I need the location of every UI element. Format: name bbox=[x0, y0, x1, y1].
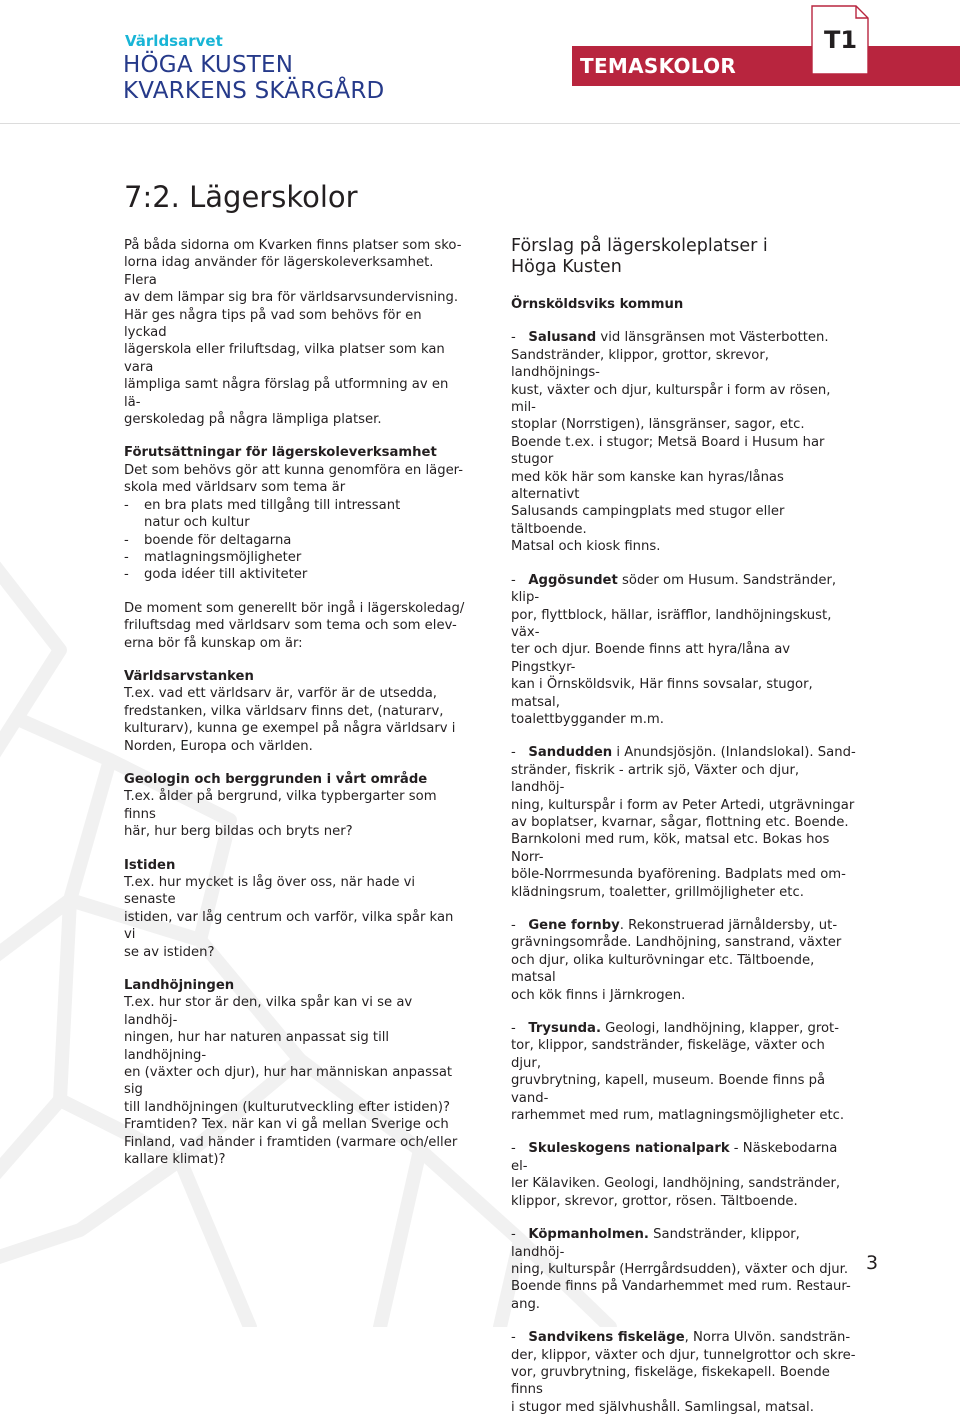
place-name: Salusand bbox=[528, 330, 597, 346]
section-line: se av istiden? bbox=[124, 944, 215, 960]
brand-title-line-2: KVARKENS SKÄRGÅRD bbox=[123, 78, 385, 104]
place-line: der, klippor, växter och djur, tunnelgrottor och skre- bbox=[511, 1347, 856, 1363]
place-name: Köpmanholmen. bbox=[528, 1227, 649, 1243]
intro-line: gerskoledag på några lämpliga platser. bbox=[124, 412, 382, 428]
place-line: med kök här som kanske kan hyras/lånas alternativt bbox=[511, 469, 784, 503]
section-line: T.ex. ålder på bergrund, vilka typbergarter som finns bbox=[124, 789, 437, 822]
place-line: Boende t.ex. i stugor; Metsä Board i Husum har stugor bbox=[511, 434, 825, 468]
page-number: 3 bbox=[866, 1252, 879, 1274]
place-entry-trysunda bbox=[511, 1020, 856, 1124]
place-line: av boplatser, kvarnar, sågar, flottning etc. Boende. bbox=[511, 814, 849, 830]
list-dash: - bbox=[511, 1330, 516, 1346]
list-item bbox=[124, 549, 467, 566]
place-name: Aggösundet bbox=[528, 572, 618, 588]
place-line: kust, växter och djur, kulturspår i form av rösen, mil- bbox=[511, 382, 831, 416]
place-line: och djur, olika kulturövningar etc. Tältboende, matsal bbox=[511, 952, 815, 986]
place-name: Trysunda. bbox=[528, 1021, 601, 1037]
place-first-line: Sandstränder, klippor, landhöj- bbox=[511, 1227, 800, 1260]
list-dash: - bbox=[511, 745, 516, 761]
list-dash: - bbox=[124, 532, 129, 548]
place-line: rarhemmet med rum, matlagningsmöjligheter etc. bbox=[511, 1108, 845, 1124]
place-line: Matsal och kiosk finns. bbox=[511, 539, 661, 555]
brand-world-heritage-label: Världsarvet bbox=[125, 32, 223, 50]
list-item bbox=[124, 566, 467, 583]
list-dash: - bbox=[511, 1021, 516, 1037]
moment-text-line: erna bör få kunskap om är: bbox=[124, 635, 303, 651]
section-line: Framtiden? Tex. när kan vi gå mellan Sverige och bbox=[124, 1117, 449, 1133]
place-name: Skuleskogens nationalpark bbox=[528, 1141, 730, 1157]
camp-suggestions-heading-line-2: Höga Kusten bbox=[511, 257, 622, 277]
left-column bbox=[124, 237, 467, 1169]
list-dash: - bbox=[511, 572, 516, 588]
section-line: en (växter och djur), hur har människan anpassat sig bbox=[124, 1065, 453, 1098]
section-heading-land-uplift: Landhöjningen bbox=[124, 978, 235, 994]
tab-code-label: T1 bbox=[824, 26, 858, 54]
moment-text-line: friluftsdag med världsarv som tema och som elev- bbox=[124, 618, 457, 634]
list-dash: - bbox=[511, 330, 516, 346]
place-first-line: - Näskebodarna el- bbox=[511, 1141, 838, 1174]
section-line: kallare klimat)? bbox=[124, 1152, 226, 1168]
intro-line: av dem lämpar sig bra för världsarvsundervisning. bbox=[124, 290, 459, 306]
page-title: 7:2. Lägerskolor bbox=[124, 180, 358, 214]
section-line: T.ex. hur mycket is låg över oss, när hade vi senaste bbox=[124, 875, 416, 908]
place-line: i stugor med självhushåll. Samlingsal, matsal. bbox=[511, 1399, 814, 1415]
place-line: Sandstränder, klippor, grottor, skrevor, landhöjnings- bbox=[511, 347, 769, 381]
place-name: Sandvikens fiskeläge bbox=[528, 1330, 685, 1346]
list-item-text: matlagningsmöjligheter bbox=[144, 549, 302, 565]
place-line: toalettbyggander m.m. bbox=[511, 711, 664, 727]
section-line: till landhöjningen (kulturutveckling efter istiden)? bbox=[124, 1099, 451, 1115]
moment-text-line: De moment som generellt bör ingå i lägerskoledag/ bbox=[124, 600, 465, 616]
section-line: T.ex. vad ett världsarv är, varför är de utsedda, bbox=[124, 686, 437, 702]
place-first-line: . Rekonstruerad järnåldersby, ut- bbox=[619, 918, 838, 933]
section-line: fredstanken, vilka världsarv finns det, (naturarv, bbox=[124, 703, 444, 719]
intro-line: lägerskola eller friluftsdag, vilka platser som kan vara bbox=[124, 342, 445, 375]
list-dash: - bbox=[124, 567, 129, 583]
place-name: Sandudden bbox=[528, 745, 613, 761]
list-item-text: en bra plats med tillgång till intressant bbox=[144, 497, 401, 513]
section-heading-world-heritage-idea: Världsarvstanken bbox=[124, 668, 254, 684]
place-line: ning, kulturspår (Herrgårdsudden), växter och djur. bbox=[511, 1261, 849, 1277]
section-line: T.ex. hur stor är den, vilka spår kan vi se av landhöj- bbox=[124, 995, 413, 1028]
section-line: Finland, vad händer i framtiden (varmare och/eller bbox=[124, 1134, 458, 1150]
place-first-line: vid länsgränsen mot Västerbotten. bbox=[596, 330, 829, 346]
section-line: kulturarv), kunna ge exempel på några världsarv i bbox=[124, 721, 456, 737]
place-entry-sandviken bbox=[511, 1329, 856, 1416]
camp-suggestions-heading bbox=[511, 236, 871, 278]
place-line: ang. bbox=[511, 1296, 541, 1312]
place-entry-skuleskogen bbox=[511, 1140, 856, 1210]
place-first-line: söder om Husum. Sandstränder, klip- bbox=[511, 572, 837, 606]
camp-suggestions-heading-line-1: Förslag på lägerskoleplatser i bbox=[511, 236, 768, 256]
place-name: Gene fornby bbox=[528, 918, 620, 933]
theme-banner-label: TEMASKOLOR bbox=[580, 54, 737, 78]
prerequisites-text-line: Det som behövs gör att kunna genomföra en läger- bbox=[124, 462, 464, 478]
place-entry-kopmanholmen bbox=[511, 1226, 856, 1313]
place-line: grävningsområde. Landhöjning, sanstrand, växter bbox=[511, 935, 842, 951]
section-line: här, hur berg bildas och bryts ner? bbox=[124, 824, 353, 840]
place-line: ning, kulturspår i form av Peter Artedi, utgrävningar bbox=[511, 797, 855, 813]
place-line: gruvbrytning, kapell, museum. Boende finns på vand- bbox=[511, 1073, 826, 1106]
place-entry-gene-fornby bbox=[511, 917, 856, 1004]
place-first-line: i Anundsjösjön. (Inlandslokal). Sand- bbox=[612, 745, 856, 761]
place-line: och kök finns i Järnkrogen. bbox=[511, 987, 686, 1003]
list-item-text: goda idéer till aktiviteter bbox=[144, 567, 308, 583]
section-line: istiden, var låg centrum och varför, vilka spår kan vi bbox=[124, 909, 454, 943]
section-heading-ice-age: Istiden bbox=[124, 857, 176, 873]
list-dash: - bbox=[124, 549, 129, 565]
place-line: Boende finns på Vandarhemmet med rum. Restaur- bbox=[511, 1279, 851, 1295]
place-line: stoplar (Norrstigen), länsgränser, sagor, etc. bbox=[511, 417, 805, 433]
list-dash: - bbox=[511, 1227, 516, 1243]
prerequisites-text-line: skola med världsarv som tema är bbox=[124, 480, 346, 496]
intro-line: lämpliga samt några förslag på utformning av en lä- bbox=[124, 377, 449, 410]
section-line: ningen, hur har naturen anpassat sig till landhöjning- bbox=[124, 1030, 390, 1063]
place-line: ler Kälaviken. Geologi, landhöjning, sandstränder, bbox=[511, 1176, 841, 1192]
place-line: böle-Norrmesunda byaförening. Badplats med om- bbox=[511, 867, 846, 883]
brand-title-line-1: HÖGA KUSTEN bbox=[123, 52, 294, 78]
place-line: tor, klippor, sandstränder, fiskeläge, växter och djur, bbox=[511, 1038, 825, 1071]
municipality-heading: Örnsköldsviks kommun bbox=[511, 297, 684, 312]
right-column bbox=[511, 296, 856, 1416]
prerequisites-heading: Förutsättningar för lägerskoleverksamhet bbox=[124, 445, 437, 461]
place-line: por, flyttblock, hällar, isräfflor, landhöjningskust, väx- bbox=[511, 607, 832, 640]
place-line: ter och djur. Boende finns att hyra/låna av Pingstkyr- bbox=[511, 642, 791, 675]
list-item bbox=[124, 532, 467, 549]
intro-line: På båda sidorna om Kvarken finns platser som sko- bbox=[124, 238, 462, 253]
place-first-line: , Norra Ulvön. sandsträn- bbox=[684, 1330, 851, 1346]
place-line: Barnkoloni med rum, kök, matsal etc. Bokas hos Norr- bbox=[511, 832, 830, 865]
intro-line: lorna idag använder för lägerskoleverksamhet. Flera bbox=[124, 255, 434, 288]
place-line: stränder, fiskrik - artrik sjö, Växter och djur, landhöj- bbox=[511, 762, 800, 796]
header-divider bbox=[0, 123, 960, 124]
list-item-text: boende för deltagarna bbox=[144, 532, 292, 548]
place-entry-aggosundet bbox=[511, 572, 856, 729]
section-line: Norden, Europa och världen. bbox=[124, 738, 313, 754]
place-line: kan i Örnsköldsvik, Här finns sovsalar, stugor, matsal, bbox=[511, 677, 813, 710]
place-entry-salusand bbox=[511, 329, 856, 555]
section-heading-geology: Geologin och berggrunden i vårt område bbox=[124, 771, 428, 787]
list-dash: - bbox=[511, 918, 516, 933]
place-line: vor, gruvbrytning, fiskeläge, fiskekapell. Boende finns bbox=[511, 1364, 830, 1398]
list-dash: - bbox=[511, 1141, 516, 1157]
place-line: klippor, skrevor, grottor, rösen. Tältboende. bbox=[511, 1193, 798, 1209]
place-line: Salusands campingplats med stugor eller tältboende. bbox=[511, 504, 785, 537]
place-entry-sandudden bbox=[511, 744, 856, 901]
list-item-continuation: natur och kultur bbox=[144, 515, 250, 531]
list-item bbox=[124, 497, 467, 514]
list-dash: - bbox=[124, 497, 129, 513]
place-first-line: Geologi, landhöjning, klapper, grot- bbox=[600, 1021, 839, 1037]
place-line: klädningsrum, toaletter, grillmöjligheter etc. bbox=[511, 884, 804, 900]
intro-line: Här ges några tips på vad som behövs för en lyckad bbox=[124, 307, 422, 341]
